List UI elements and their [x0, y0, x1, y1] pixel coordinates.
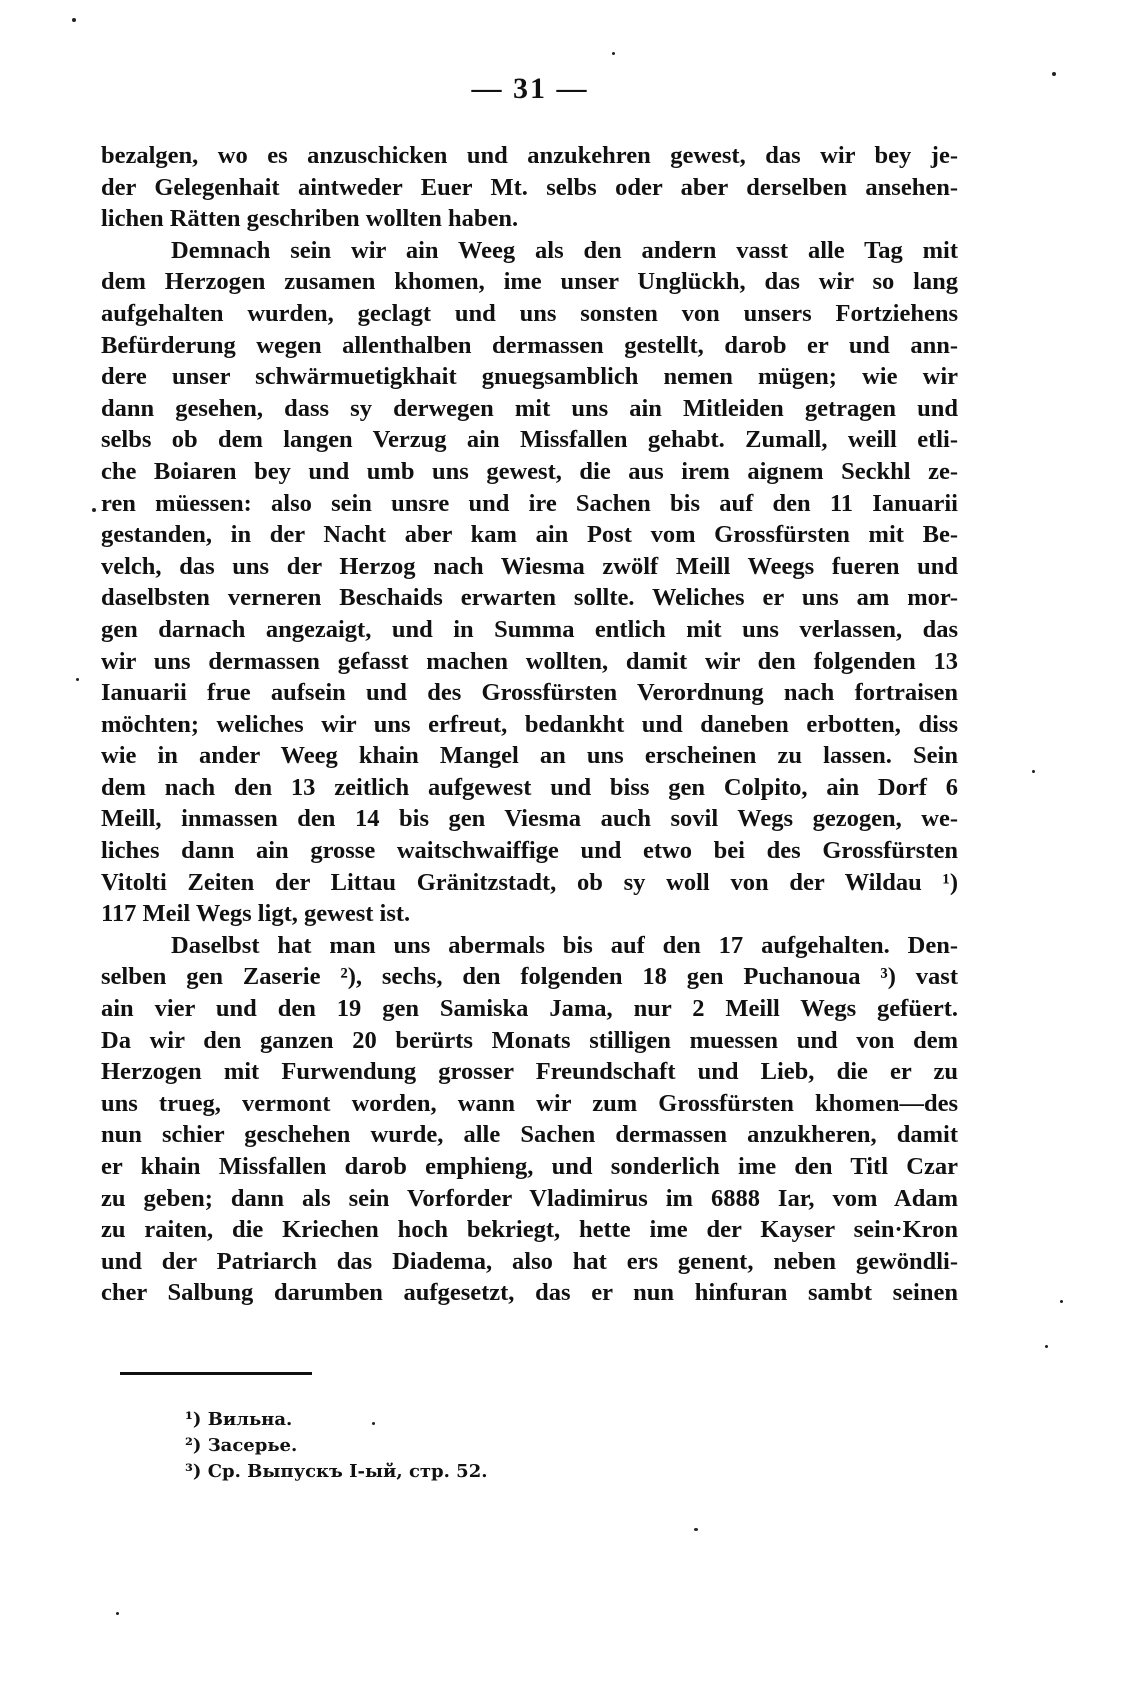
text-line: der Gelegenhait aintweder Euer Mt. selbs oder aber derselben ansehen-: [101, 173, 958, 201]
text-line: bezalgen, wo es anzuschicken und anzukehren gewest, das wir bey je-: [101, 142, 958, 169]
text-line: daselbsten verneren Beschaids erwarten sollte. Weliches er uns am mor-: [101, 584, 958, 612]
footnote: [185, 1459, 785, 1485]
text-line: uns trueg, vermont worden, wann wir zum Grossfürsten khomen—des: [101, 1089, 959, 1117]
scan-speck: [612, 52, 615, 55]
paragraph-start-line: Daselbst hat man uns abermals bis auf den 17 aufgehalten. Den-: [171, 931, 959, 959]
text-line: wir uns dermassen gefasst machen wollten, damit wir den folgenden 13: [101, 647, 958, 675]
text-line: und der Patriarch das Diadema, also hat ers genent, neben gewöndli-: [101, 1247, 958, 1275]
footnote: [185, 1407, 785, 1433]
footnote-mark: ³): [185, 1461, 202, 1482]
text-line: gen darnach angezaigt, und in Summa entlich mit uns verlassen, das: [101, 615, 959, 643]
scan-speck: [1060, 1300, 1063, 1303]
scan-speck: [1045, 1345, 1048, 1348]
text-line: lichen Rätten geschriben wollten haben.: [101, 205, 519, 233]
text-line: Ianuarii frue aufsein und des Grossfürsten Verordnung nach fortraisen: [101, 679, 958, 707]
text-line: gestanden, in der Nacht aber kam ain Post vom Grossfürsten mit Be-: [101, 521, 958, 549]
text-line: selbs ob dem langen Verzug ain Missfallen gehabt. Zumall, weill etli-: [101, 426, 958, 454]
footnote-divider: [120, 1372, 312, 1375]
text-line: dem nach den 13 zeitlich aufgewest und biss gen Colpito, ain Dorf 6: [101, 773, 958, 801]
text-line: dem Herzogen zusamen khomen, ime unser Unglückh, das wir so lang: [101, 268, 958, 296]
text-line: wie in ander Weeg khain Mangel an uns erscheinen zu lassen. Sein: [101, 742, 958, 770]
footnote-mark: ¹): [185, 1409, 202, 1430]
text-line: ain vier und den 19 gen Samiska Jama, nur 2 Meill Wegs gefüert.: [101, 995, 958, 1023]
body-text: [101, 140, 958, 1309]
footnotes: [185, 1407, 785, 1485]
page-number: — 31 —: [471, 72, 589, 105]
text-line: Da wir den ganzen 20 berürts Monats stilligen muessen und von dem: [101, 1026, 958, 1054]
text-line: velch, das uns der Herzog nach Wiesma zwölf Meill Weegs fueren und: [101, 552, 958, 580]
paragraph-start-line: Demnach sein wir ain Weeg als den andern vasst alle Tag mit: [171, 236, 959, 264]
footnote-text: Засерье.: [207, 1435, 298, 1456]
text-line: dann gesehen, dass sy derwegen mit uns ain Mitleiden getragen und: [101, 394, 958, 422]
text-line: zu raiten, die Kriechen hoch bekriegt, hette ime der Kayser sein·Kron: [101, 1216, 958, 1244]
scan-speck: [694, 1528, 698, 1531]
scan-speck: [1052, 72, 1056, 76]
scan-speck: [1032, 770, 1035, 773]
scan-speck: [72, 18, 76, 22]
text-line: cher Salbung darumben aufgesetzt, das er nun hinfuran sambt seinen: [101, 1279, 958, 1307]
text-line: Befürderung wegen allenthalben dermassen gestellt, darob er und ann-: [101, 331, 958, 359]
text-line: zu geben; dann als sein Vorforder Vladimirus im 6888 Iar, vom Adam: [101, 1184, 958, 1212]
text-line: che Boiaren bey und umb uns gewest, die aus irem aignem Seckhl ze-: [101, 457, 958, 485]
text-line: Meill, inmassen den 14 bis gen Viesma auch sovil Wegs gezogen, we-: [101, 805, 958, 833]
footnote: [185, 1433, 785, 1459]
text-line: er khain Missfallen darob emphieng, und sonderlich ime den Titl Czar: [101, 1153, 958, 1180]
text-line: möchten; weliches wir uns erfreut, bedankht und daneben erbotten, diss: [101, 710, 959, 738]
text-line: ren müessen: also sein unsre und ire Sachen bis auf den 11 Ianuarii: [101, 489, 958, 517]
text-line: Vitolti Zeiten der Littau Gränitzstadt, ob sy woll von der Wildau ¹): [101, 868, 958, 896]
text-line: liches dann ain grosse waitschwaiffige und etwo bei des Grossfürsten: [101, 837, 958, 865]
text-line: 117 Meil Wegs ligt, gewest ist.: [101, 900, 411, 928]
text-line: nun schier geschehen wurde, alle Sachen dermassen anzukheren, damit: [101, 1121, 958, 1149]
footnote-text: Вильна.: [207, 1409, 293, 1430]
text-line: Herzogen mit Furwendung grosser Freundschaft und Lieb, die er zu: [101, 1058, 958, 1086]
footnote-text: Ср. Выпускъ I-ый, стр. 52.: [207, 1461, 488, 1482]
text-line: dere unser schwärmuetigkhait gnuegsamblich nemen mügen; wie wir: [101, 363, 959, 391]
scan-speck: [116, 1612, 119, 1615]
footnote-mark: ²): [185, 1435, 202, 1456]
scan-speck: [92, 508, 96, 512]
text-line: aufgehalten wurden, geclagt und uns sonsten von unsers Fortziehens: [101, 299, 958, 327]
scan-speck: [372, 1422, 375, 1425]
text-line: selben gen Zaserie ²), sechs, den folgenden 18 gen Puchanoua ³) vast: [101, 963, 958, 991]
scan-speck: [76, 678, 79, 681]
